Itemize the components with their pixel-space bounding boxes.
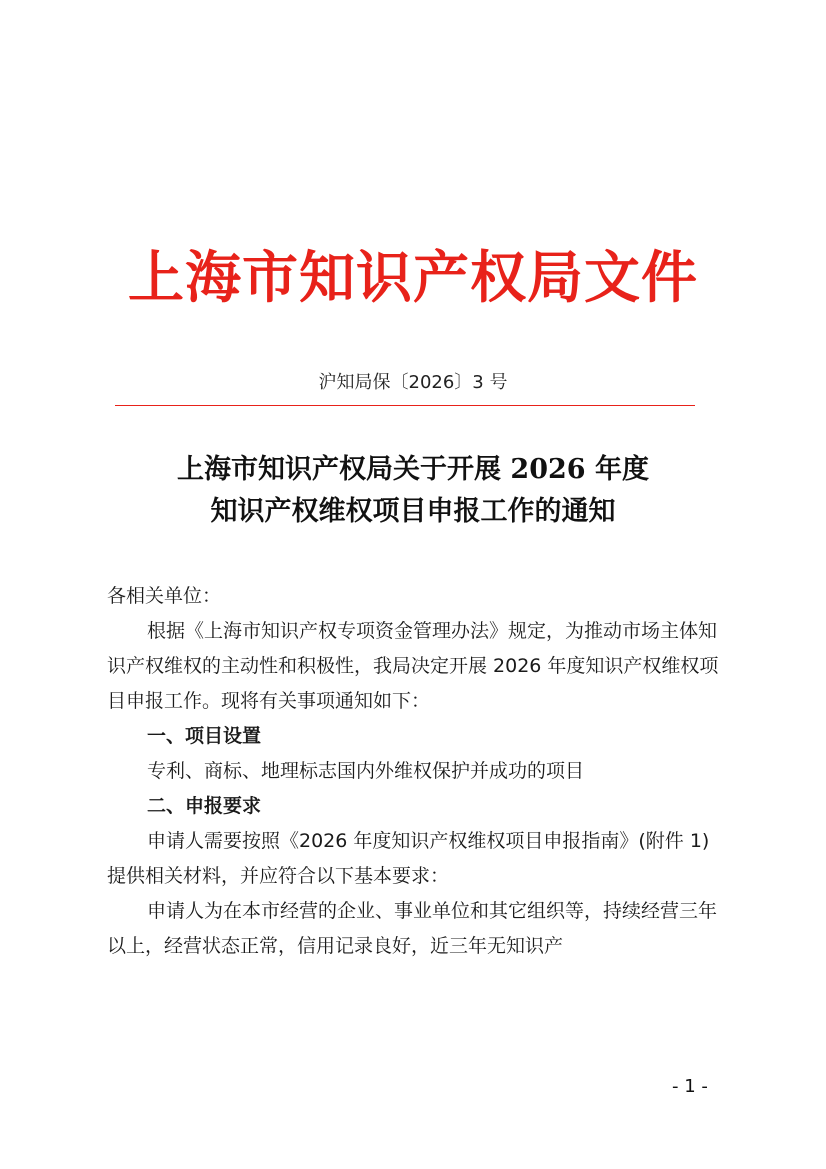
- document-number: 沪知局保〔2026〕3 号: [318, 372, 508, 393]
- title-line-1: 上海市知识产权局关于开展 2026 年度: [177, 454, 649, 485]
- page-number: - 1 -: [672, 1076, 708, 1097]
- title-line-2: 知识产权维权项目申报工作的通知: [210, 496, 616, 527]
- paragraph-applicant-criteria: 申请人为在本市经营的企业、事业单位和其它组织等，持续经营三年以上，经营状态正常，信用记录良好，近三年无知识产: [107, 900, 718, 957]
- paragraph-intro: 根据《上海市知识产权专项资金管理办法》规定，为推动市场主体知识产权维权的主动性和积极性，我局决定开展 2026 年度知识产权维权项目申报工作。现将有关事项通知如下：: [107, 620, 719, 712]
- issuer-header: 上海市知识产权局文件: [128, 245, 698, 311]
- red-divider-line: [115, 405, 695, 406]
- document-title: [0, 449, 826, 533]
- paragraph-project-scope: 专利、商标、地理标志国内外维权保护并成功的项目: [147, 760, 585, 782]
- salutation: 各相关单位：: [107, 585, 222, 607]
- document-body: [107, 579, 719, 964]
- section-heading-project-setup: 一、项目设置: [147, 725, 262, 747]
- section-heading-requirements: 二、申报要求: [147, 795, 262, 817]
- paragraph-requirements-intro: 申请人需要按照《2026 年度知识产权维权项目申报指南》(附件 1) 提供相关材料，并应符合以下基本要求：: [107, 830, 710, 887]
